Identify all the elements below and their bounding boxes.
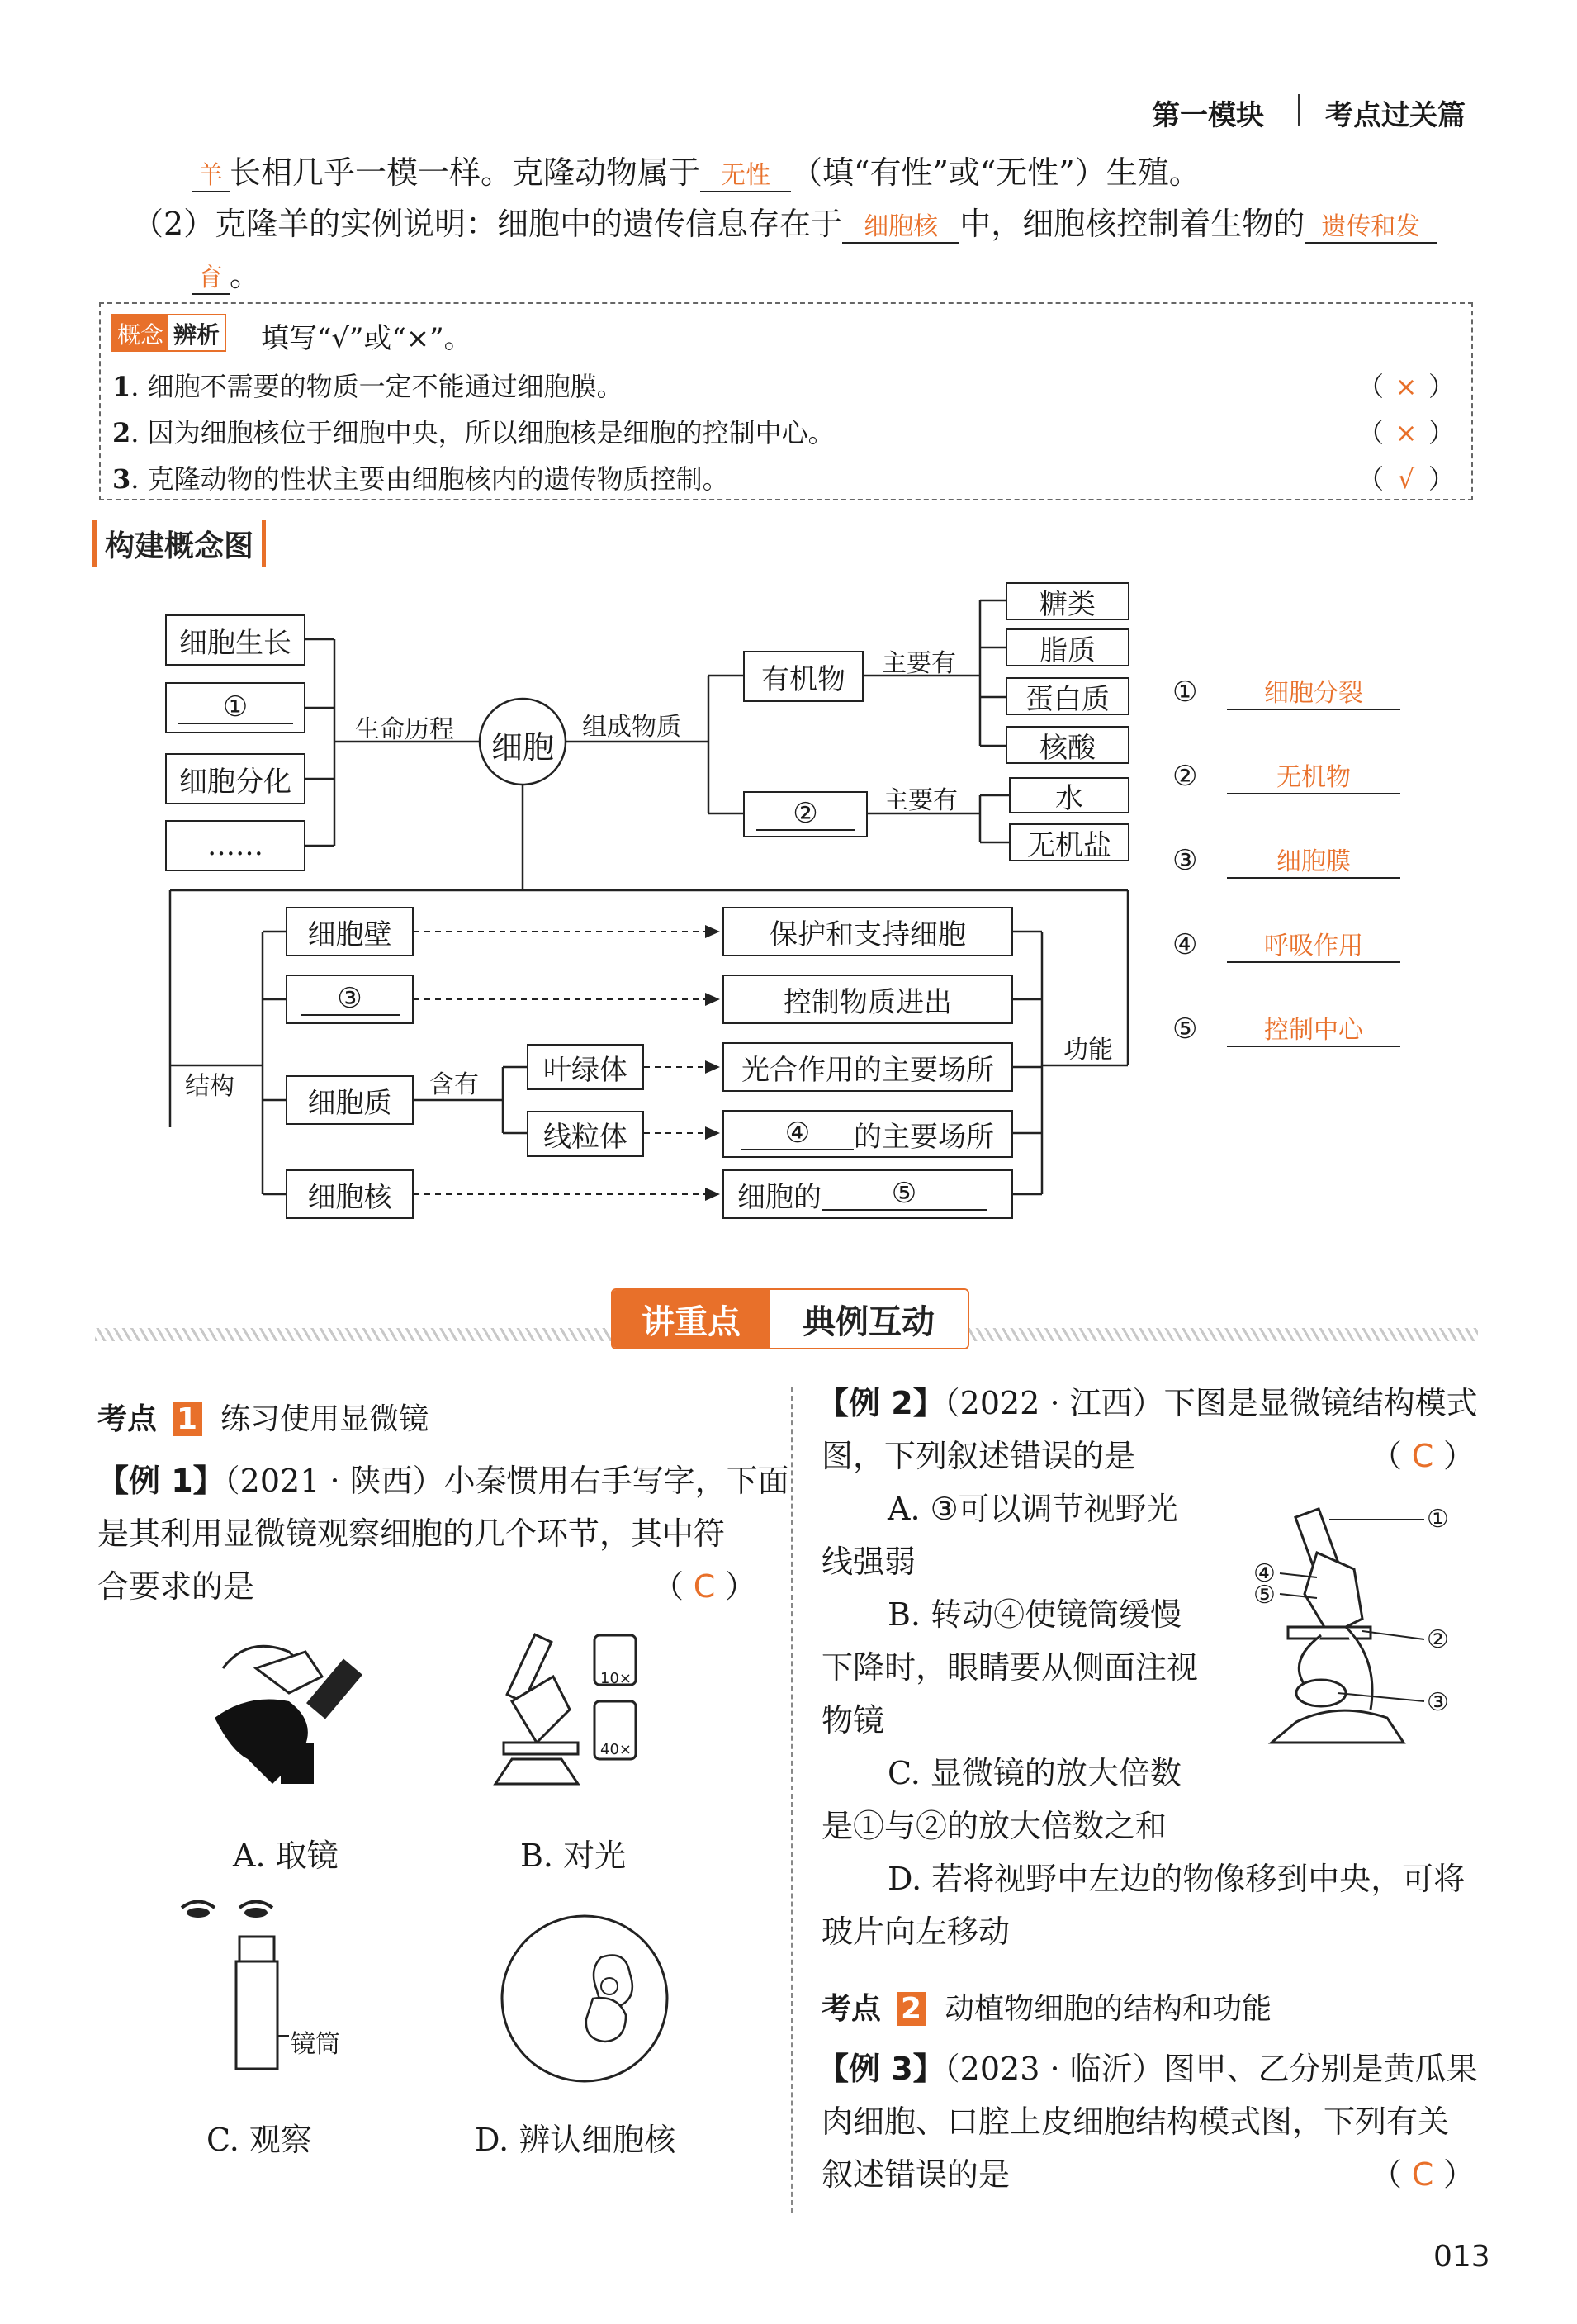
label-tube: 镜筒 — [291, 2030, 340, 2059]
ex2-option-d1: D. 若将视野中左边的物像移到中央，可将 — [888, 1861, 1466, 1897]
concept-tag-1: 概念 — [112, 315, 168, 350]
option-a-image — [198, 1619, 388, 1800]
scope-label-2: ② — [1427, 1625, 1449, 1654]
item-num: 2 — [112, 417, 131, 448]
answer-cross: × — [1395, 371, 1418, 402]
scope-label-1: ① — [1427, 1505, 1449, 1534]
banner-left: 讲重点 — [613, 1290, 770, 1348]
intro-text: 长相几乎一模一样。克隆动物属于 — [230, 154, 701, 191]
map-answer-4: ④ 呼吸作用 — [1172, 928, 1437, 961]
page-number: 013 — [1433, 2240, 1490, 2274]
concept-item-2: 2. 因为细胞核位于细胞中央，所以细胞核是细胞的控制中心。 — [112, 417, 835, 448]
map-nucleus: 细胞核 — [286, 1169, 414, 1219]
ex2-option-b3: 物镜 — [822, 1702, 885, 1738]
ex2-option-a1: A. ③可以调节视野光 — [888, 1491, 1178, 1527]
ex1-line-1: 【例 1】（2021 · 陕西）小秦惯用右手写字，下面 — [97, 1463, 789, 1499]
map-cell-differentiation: 细胞分化 — [165, 753, 305, 804]
ex1-answer: （ C ） — [652, 1568, 757, 1605]
map-mineral-salt: 无机盐 — [1009, 823, 1129, 861]
item-num: 3 — [112, 463, 131, 495]
option-c-image — [173, 1891, 339, 2089]
ex3-answer: （ C ） — [1371, 2156, 1475, 2193]
option-d-image — [494, 1908, 675, 2089]
label-10x: 10× — [600, 1670, 632, 1687]
map-inorganic-main: 主要有 — [883, 786, 958, 815]
item-text: 因为细胞核位于细胞中央，所以细胞核是细胞的控制中心。 — [147, 417, 835, 448]
item-text: 细胞不需要的物质一定不能通过细胞膜。 — [147, 371, 623, 402]
ex2-option-b2: 下降时，眼睛要从侧面注视 — [822, 1649, 1199, 1686]
scope-label-5: ⑤ — [1253, 1581, 1276, 1610]
map-composition-label: 组成物质 — [582, 713, 681, 742]
intro-text: 中，细胞核控制着生物的 — [959, 206, 1305, 242]
option-d-label: D. 辨认细胞核 — [475, 2122, 676, 2158]
item-num: 1 — [112, 371, 131, 402]
concept-answer-2: （ × ） — [1357, 417, 1456, 448]
concept-answer-3: （ √ ） — [1357, 463, 1456, 495]
map-mitochondria: 线粒体 — [527, 1111, 644, 1157]
map-func-control: 控制物质进出 — [722, 975, 1013, 1024]
intro-text: （2）克隆羊的实例说明：细胞中的遗传信息存在于 — [132, 206, 843, 242]
ex1-line-2: 是其利用显微镜观察细胞的几个环节，其中符 — [97, 1515, 726, 1552]
ex3-line-2: 肉细胞、口腔上皮细胞结构模式图，下列有关 — [822, 2103, 1450, 2140]
map-life-label: 生命历程 — [355, 715, 454, 744]
map-sugar: 糖类 — [1006, 582, 1129, 620]
map-answer-1: ① 细胞分裂 — [1172, 676, 1437, 709]
ex2-option-d2: 玻片向左移动 — [822, 1914, 1011, 1950]
ex2-option-b1: B. 转动④使镜筒缓慢 — [888, 1596, 1182, 1633]
ex2-line-2: 图，下列叙述错误的是 — [822, 1438, 1136, 1474]
ex2-option-c2: 是①与②的放大倍数之和 — [822, 1808, 1167, 1844]
ex2-line-1: 【例 2】（2022 · 江西）下图是显微镜结构模式 — [817, 1385, 1478, 1421]
map-answer-3: ③ 细胞膜 — [1172, 844, 1437, 877]
map-nucleic-acid: 核酸 — [1006, 726, 1129, 764]
column-divider — [791, 1387, 793, 2213]
header-section: 考点过关篇 — [1325, 99, 1466, 132]
map-blank-2: ② — [743, 791, 868, 837]
ex1-line-3: 合要求的是 — [97, 1568, 255, 1605]
banner-hatch-right — [966, 1328, 1478, 1341]
map-lipid: 脂质 — [1006, 628, 1129, 666]
map-organic-main: 主要有 — [882, 649, 956, 678]
item-text: 克隆动物的性状主要由细胞核内的遗传物质控制。 — [147, 463, 729, 495]
ex3-line-3: 叙述错误的是 — [822, 2156, 1011, 2193]
map-protein: 蛋白质 — [1006, 677, 1129, 715]
answer-nucleus: 细胞核 — [842, 206, 959, 244]
map-blank-3: ③ — [286, 975, 414, 1024]
map-organic: 有机物 — [743, 651, 864, 702]
header-module: 第一模块 — [1152, 99, 1264, 132]
concept-tag-2: 辨析 — [173, 321, 220, 349]
map-func-blank-4: ④ 的主要场所 — [722, 1110, 1013, 1158]
answer-sheep: 羊 — [192, 154, 230, 192]
map-ellipsis: …… — [165, 820, 305, 871]
map-function-label: 功能 — [1063, 1036, 1113, 1065]
intro-text: （填“有性”或“无性”）生殖。 — [791, 154, 1201, 191]
concept-map-title: 构建概念图 — [92, 520, 266, 567]
ex3-line-1: 【例 3】（2023 · 临沂）图甲、乙分别是黄瓜果 — [817, 2051, 1478, 2087]
map-blank-1: ① — [165, 682, 305, 733]
map-contains-label: 含有 — [429, 1070, 479, 1099]
answer-development: 育 — [192, 257, 230, 295]
map-water: 水 — [1009, 777, 1129, 813]
option-c-label: C. 观察 — [206, 2122, 312, 2158]
option-b-label: B. 对光 — [520, 1838, 627, 1874]
answer-heredity: 遗传和发 — [1305, 206, 1437, 244]
ex2-option-a2: 线强弱 — [822, 1544, 916, 1580]
map-answer-5: ⑤ 控制中心 — [1172, 1013, 1437, 1046]
concept-item-3: 3. 克隆动物的性状主要由细胞核内的遗传物质控制。 — [112, 463, 729, 495]
answer-cross: × — [1395, 417, 1418, 448]
map-structure-label: 结构 — [185, 1072, 234, 1101]
map-func-protect: 保护和支持细胞 — [722, 907, 1013, 956]
kp2-heading: 考点 2 动植物细胞的结构和功能 — [822, 1992, 1272, 2026]
scope-label-4: ④ — [1253, 1559, 1276, 1588]
scope-label-3: ③ — [1427, 1688, 1449, 1717]
concept-instruction: 填写“√”或“×”。 — [261, 322, 472, 355]
kp1-heading: 考点 1 练习使用显微镜 — [97, 1402, 429, 1436]
map-chloroplast: 叶绿体 — [527, 1044, 644, 1090]
banner-right: 典例互动 — [770, 1290, 968, 1348]
answer-asexual: 无性 — [700, 154, 791, 192]
banner — [611, 1288, 969, 1349]
map-cell-wall: 细胞壁 — [286, 907, 414, 956]
ex2-option-c1: C. 显微镜的放大倍数 — [888, 1755, 1182, 1791]
option-a-label: A. 取镜 — [233, 1838, 339, 1874]
map-cell-growth: 细胞生长 — [165, 614, 305, 666]
map-func-blank-5: 细胞的 ⑤ — [722, 1169, 1013, 1219]
concept-answer-1: （ × ） — [1357, 371, 1456, 402]
label-40x: 40× — [600, 1741, 632, 1758]
map-cytoplasm: 细胞质 — [286, 1075, 414, 1125]
map-center: 细胞 — [490, 729, 554, 766]
ex2-answer: （ C ） — [1371, 1438, 1475, 1474]
option-b-image — [487, 1619, 652, 1800]
intro-text: 。 — [230, 257, 262, 293]
map-answer-2: ② 无机物 — [1172, 760, 1437, 793]
concept-item-1: 1. 细胞不需要的物质一定不能通过细胞膜。 — [112, 371, 623, 402]
microscope-diagram — [1238, 1495, 1486, 1759]
map-func-photosynthesis: 光合作用的主要场所 — [722, 1042, 1013, 1092]
banner-hatch-left — [95, 1328, 611, 1341]
answer-check: √ — [1397, 463, 1415, 495]
